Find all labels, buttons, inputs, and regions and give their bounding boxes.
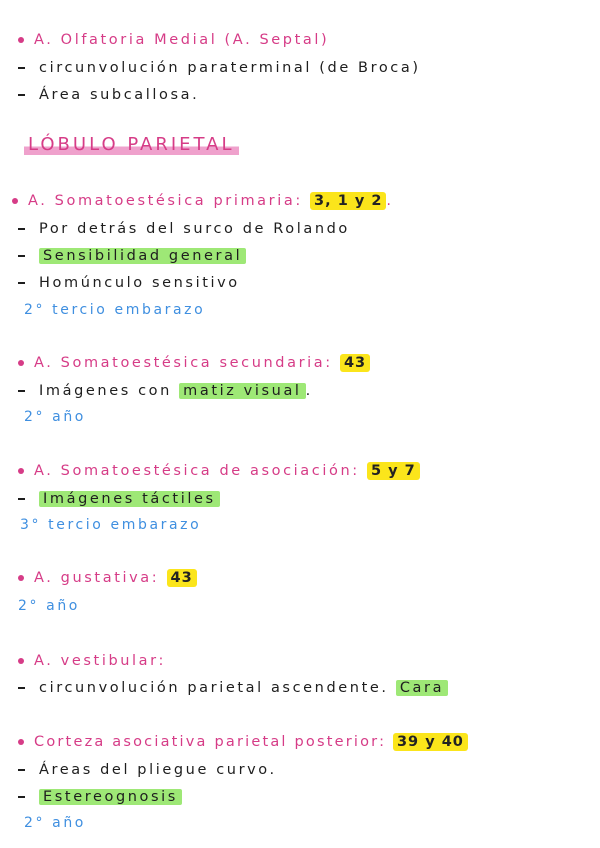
olfatoria-item-1 — [18, 58, 421, 78]
somato-secundaria-line — [18, 353, 370, 373]
somato-primaria-item-3 — [18, 273, 240, 293]
corteza-posterior-areas-badge: 39 y 40 — [393, 733, 468, 751]
dash-bullet-icon — [18, 687, 25, 689]
somato-primaria-item-1 — [18, 219, 350, 239]
somato-primaria-item-2 — [18, 246, 246, 266]
somato-secundaria-item-1-text: Imágenes con — [39, 383, 172, 399]
olfatoria-item-1-text: circunvolución paraterminal (de Broca) — [39, 60, 421, 76]
somato-asociacion-line — [18, 461, 420, 481]
somato-primaria-note: 2° tercio embarazo — [24, 302, 206, 318]
vestibular-item-1-highlight: Cara — [396, 680, 448, 696]
somato-asociacion-areas-badge: 5 y 7 — [367, 462, 420, 480]
corteza-posterior-item-2-text: Estereognosis — [39, 789, 182, 805]
bullet-dot-icon — [18, 658, 24, 664]
somato-secundaria-item-1 — [18, 381, 313, 401]
somato-primaria-areas-badge: 3, 1 y 2 — [310, 192, 386, 210]
dash-bullet-icon — [18, 390, 25, 392]
gustativa-line — [18, 568, 197, 588]
olfatoria-item-2-text: Área subcallosa. — [39, 87, 200, 103]
vestibular-line — [18, 651, 166, 671]
somato-secundaria-item-1-highlight: matiz visual — [179, 383, 305, 399]
olfatoria-title: A. Olfatoria Medial (A. Septal) — [34, 32, 330, 48]
corteza-posterior-line — [18, 732, 468, 752]
corteza-posterior-item-1-text: Áreas del pliegue curvo. — [39, 762, 277, 778]
vestibular-label: A. vestibular: — [34, 653, 166, 669]
vestibular-item-1 — [18, 678, 448, 698]
somato-asociacion-item-1 — [18, 489, 220, 509]
vestibular-item-1-text: circunvolución parietal ascendente. — [39, 680, 389, 696]
dash-bullet-icon — [18, 769, 25, 771]
corteza-posterior-item-2 — [18, 787, 182, 807]
somato-asociacion-note: 3° tercio embarazo — [20, 517, 202, 533]
bullet-dot-icon — [18, 360, 24, 366]
somato-primaria-item-3-text: Homúnculo sensitivo — [39, 275, 240, 291]
dash-bullet-icon — [18, 498, 25, 500]
dash-bullet-icon — [18, 94, 25, 96]
somato-secundaria-item-1-end: . — [305, 383, 313, 399]
somato-primaria-item-1-text: Por detrás del surco de Rolando — [39, 221, 350, 237]
olfatoria-heading-line — [18, 30, 329, 50]
somato-secundaria-areas-badge: 43 — [340, 354, 370, 372]
corteza-posterior-note: 2° año — [24, 815, 86, 831]
bullet-dot-icon — [12, 198, 18, 204]
somato-primaria-line — [12, 191, 394, 211]
dash-bullet-icon — [18, 228, 25, 230]
gustativa-note: 2° año — [18, 598, 80, 614]
olfatoria-item-2 — [18, 85, 199, 105]
corteza-posterior-label: Corteza asociativa parietal posterior: — [34, 734, 387, 750]
somato-primaria-end: . — [386, 193, 394, 209]
bullet-dot-icon — [18, 37, 24, 43]
section-heading-parietal: LÓBULO PARIETAL — [24, 134, 239, 157]
gustativa-areas-badge: 43 — [167, 569, 197, 587]
somato-asociacion-label: A. Somatoestésica de asociación: — [34, 463, 360, 479]
somato-primaria-label: A. Somatoestésica primaria: — [28, 193, 303, 209]
corteza-posterior-item-1 — [18, 760, 277, 780]
dash-bullet-icon — [18, 282, 25, 284]
somato-primaria-item-2-text: Sensibilidad general — [39, 248, 246, 264]
gustativa-label: A. gustativa: — [34, 570, 160, 586]
bullet-dot-icon — [18, 739, 24, 745]
somato-secundaria-label: A. Somatoestésica secundaria: — [34, 355, 333, 371]
dash-bullet-icon — [18, 67, 25, 69]
dash-bullet-icon — [18, 796, 25, 798]
bullet-dot-icon — [18, 468, 24, 474]
bullet-dot-icon — [18, 575, 24, 581]
dash-bullet-icon — [18, 255, 25, 257]
somato-asociacion-item-1-text: Imágenes táctiles — [39, 491, 220, 507]
somato-secundaria-note: 2° año — [24, 409, 86, 425]
